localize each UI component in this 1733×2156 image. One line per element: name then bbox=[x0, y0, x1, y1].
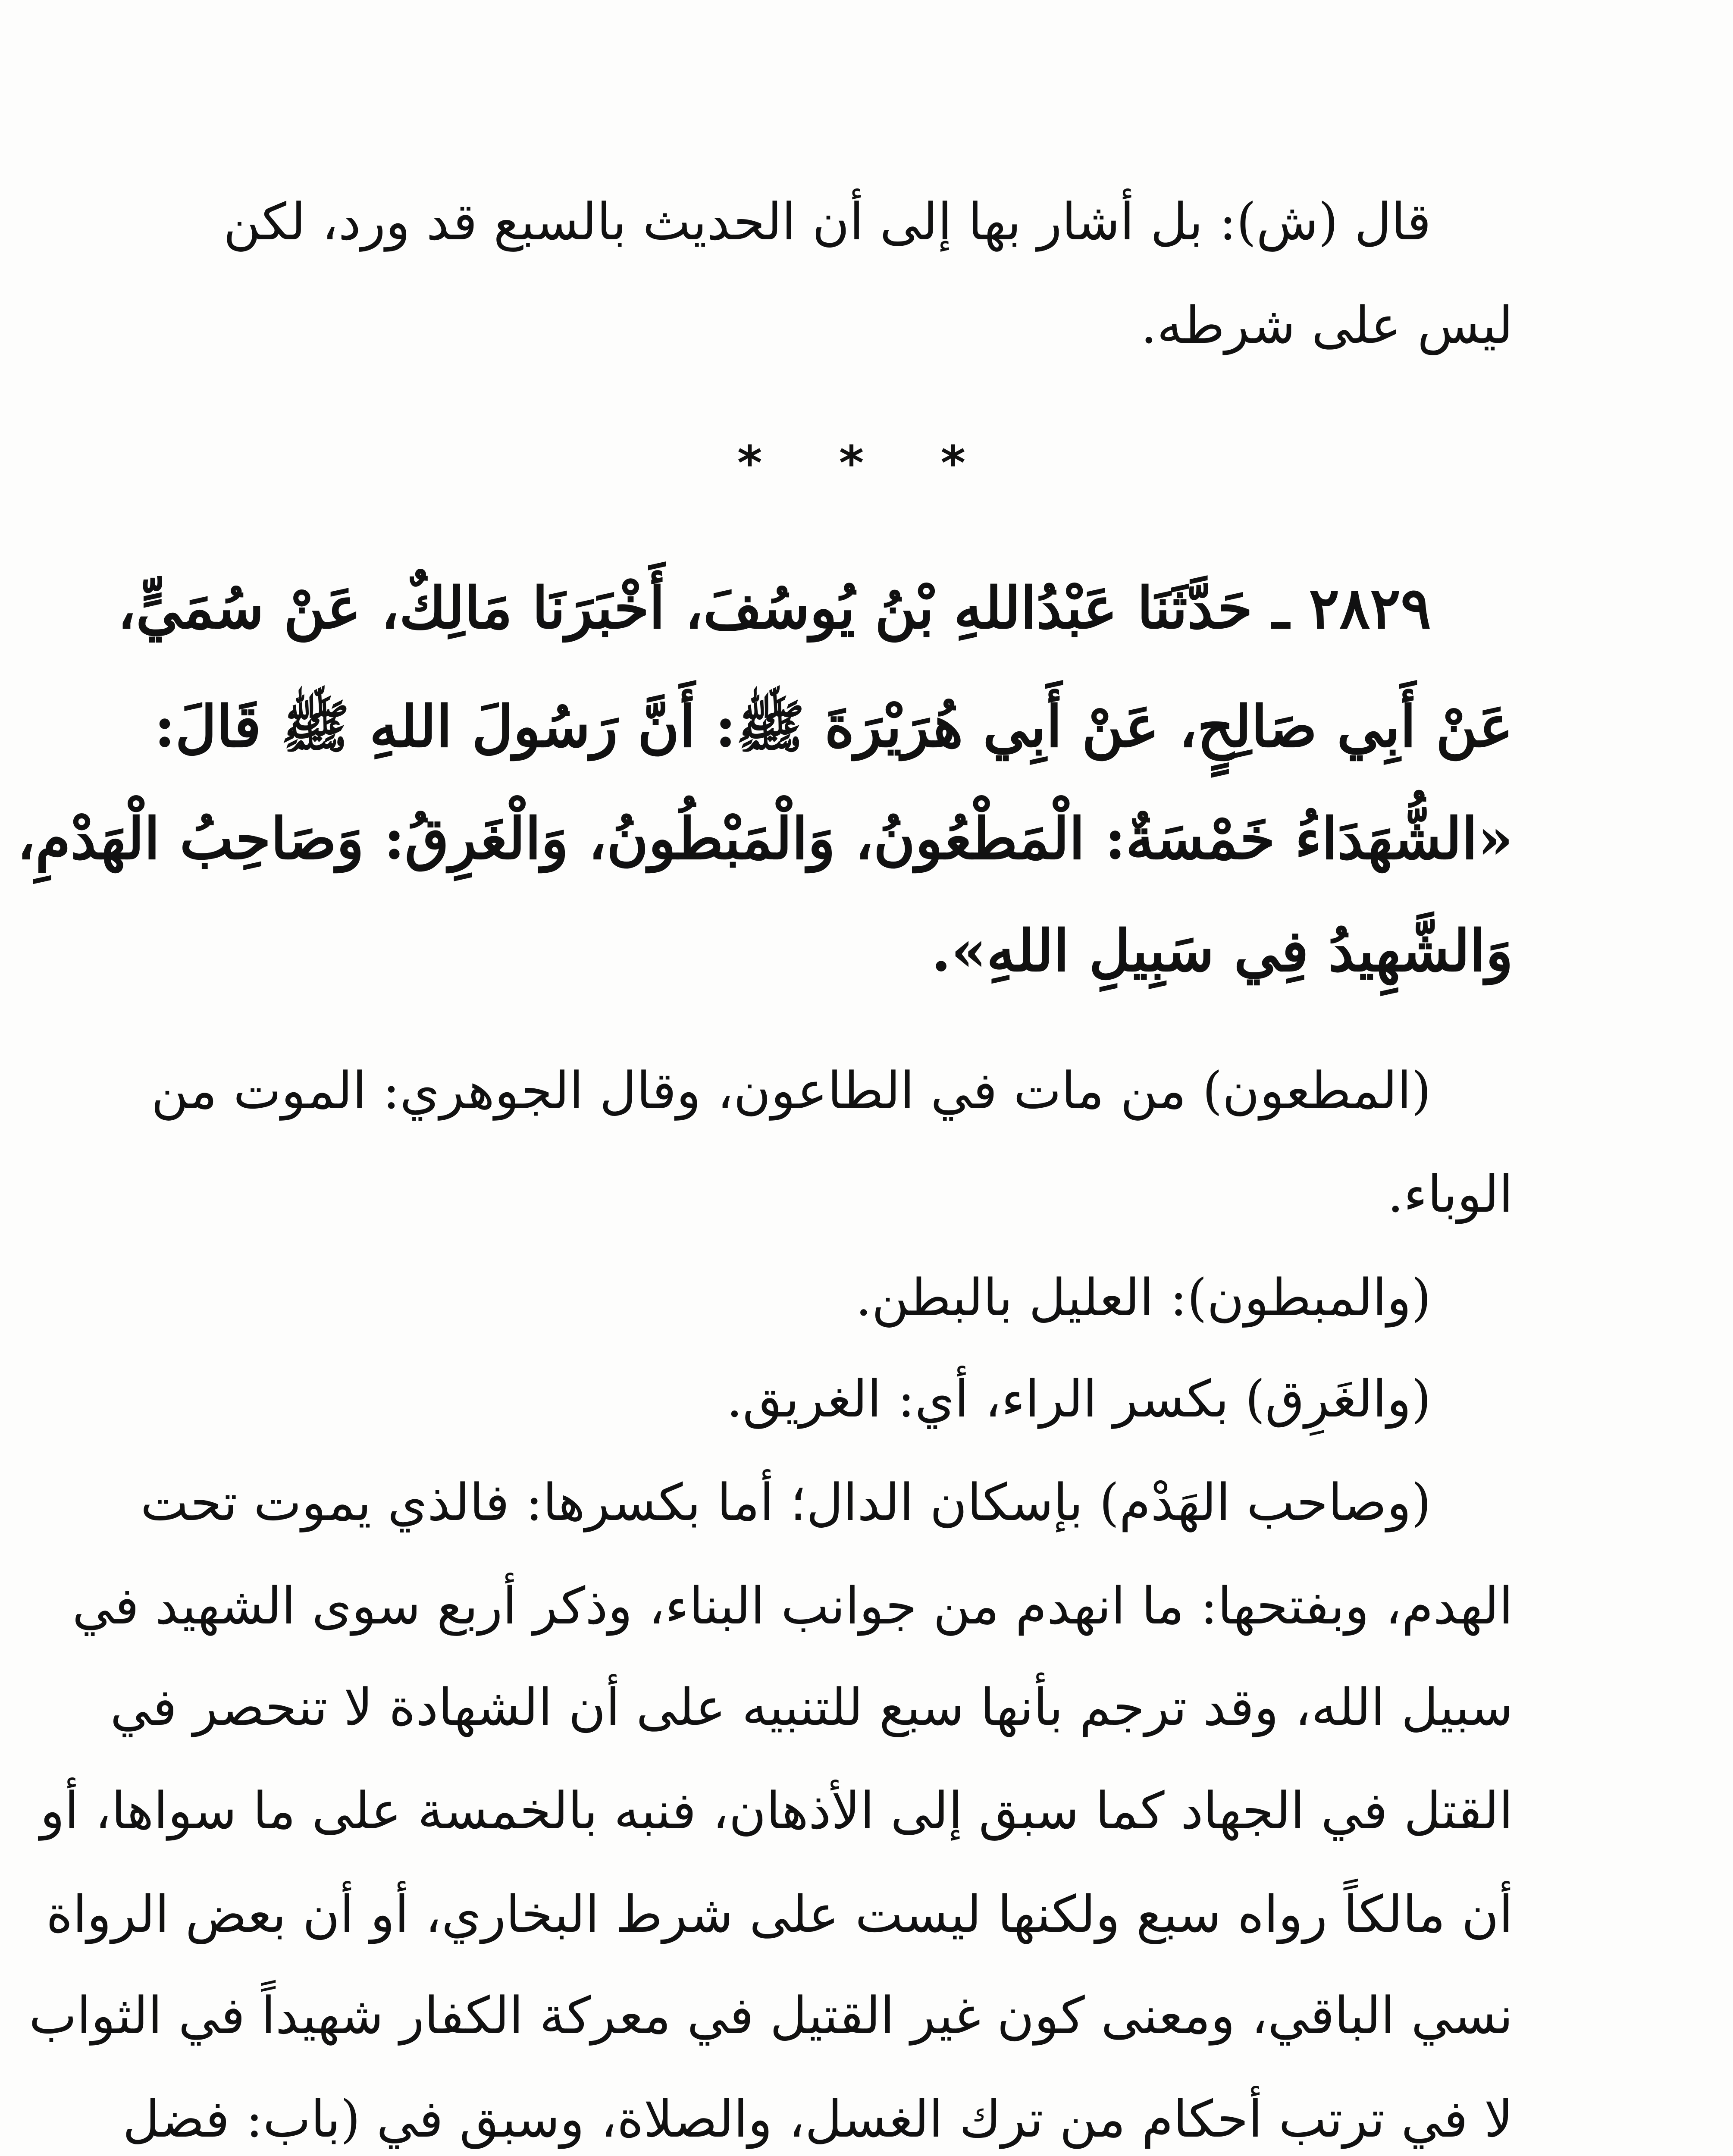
commentary-line: الوباء. bbox=[1387, 1164, 1513, 1224]
hadith-line: عَنْ أَبِي صَالِحٍ، عَنْ أَبِي هُرَيْرَةَ ﷺ: أَنَّ رَسُولَ اللهِ ﷺ قَالَ: bbox=[154, 693, 1513, 760]
hadith-line: وَالشَّهِيدُ فِي سَبِيلِ اللهِ». bbox=[931, 918, 1513, 984]
commentary-line: (والغَرِق) بكسر الراء، أي: الغريق. bbox=[726, 1369, 1431, 1429]
commentary-line: (والمبطون): العليل بالبطن. bbox=[856, 1268, 1431, 1327]
commentary-line: القتل في الجهاد كما سبق إلى الأذهان، فنبه بالخمسة على ما سواها، أو bbox=[40, 1781, 1513, 1840]
section-separator: * * * bbox=[737, 436, 996, 491]
hadith-line: ٢٨٢٩ ـ حَدَّثَنَا عَبْدُاللهِ بْنُ يُوسُفَ، أَخْبَرَنَا مَالِكٌ، عَنْ سُمَيٍّ، bbox=[117, 575, 1431, 642]
commentary-line: (المطعون) من مات في الطاعون، وقال الجوهري: الموت من bbox=[151, 1061, 1431, 1120]
commentary-line: (وصاحب الهَدْم) بإسكان الدال؛ أما بكسرها: فالذي يموت تحت bbox=[140, 1473, 1431, 1532]
hadith-line: «الشُّهَدَاءُ خَمْسَةٌ: الْمَطْعُونُ، وَالْمَبْطُونُ، وَالْغَرِقُ: وَصَاحِبُ الْهَدْمِ، bbox=[17, 805, 1513, 872]
commentary-line: نسي الباقي، ومعنى كون غير القتيل في معركة الكفار شهيداً في الثواب bbox=[29, 1986, 1513, 2045]
commentary-line: سبيل الله، وقد ترجم بأنها سبع للتنبيه على أن الشهادة لا تنحصر في bbox=[110, 1677, 1513, 1737]
paragraph-line: قال (ش): بل أشار بها إلى أن الحديث بالسبع قد ورد، لكن bbox=[223, 192, 1431, 251]
commentary-line: لا في ترتب أحكام من ترك الغسل، والصلاة، وسبق في (باب: فضل bbox=[122, 2089, 1513, 2149]
commentary-line: أن مالكاً رواه سبع ولكنها ليست على شرط البخاري، أو أن بعض الرواة bbox=[46, 1884, 1513, 1944]
commentary-line: الهدم، وبفتحها: ما انهدم من جوانب البناء، وذكر أربع سوى الشهيد في bbox=[72, 1576, 1513, 1636]
paragraph-line: ليس على شرطه. bbox=[1141, 295, 1513, 355]
